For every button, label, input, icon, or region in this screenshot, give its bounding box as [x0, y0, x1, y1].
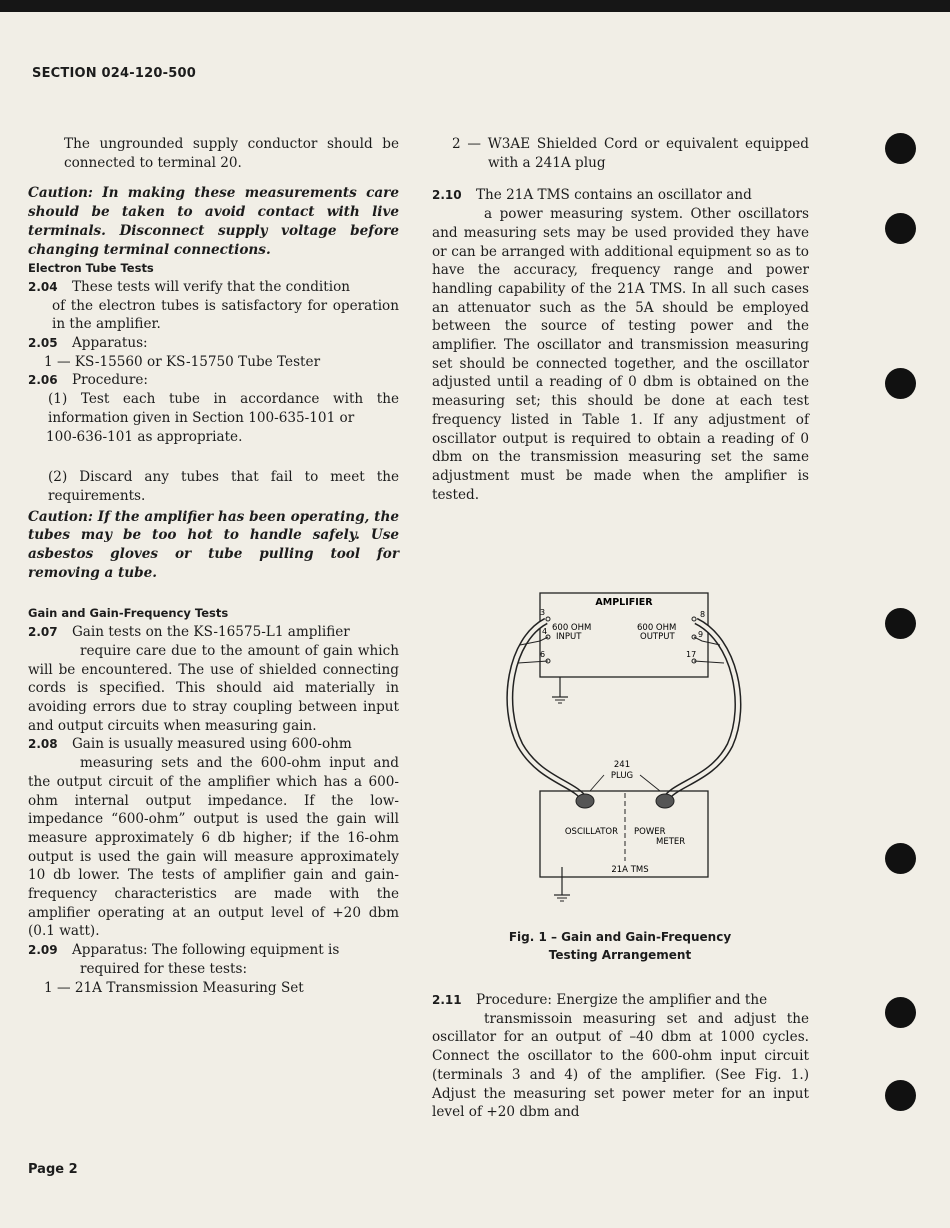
procedure-step-1-continued: 100-636-101 as appropriate.: [46, 428, 243, 445]
tms-label: 21A TMS: [611, 865, 649, 875]
output-label-ohm: 600 OHM: [637, 623, 677, 633]
punch-hole: [885, 213, 916, 244]
power-label: POWER: [634, 827, 666, 837]
heading-electron-tube-tests: Electron Tube Tests: [28, 261, 154, 276]
test-arrangement-schematic: [480, 585, 770, 915]
terminal-6-label: 6: [540, 650, 546, 659]
plug-label: PLUG: [610, 771, 634, 781]
figure-caption-line-2: Testing Arrangement: [548, 948, 692, 962]
plug-number-label: 241: [613, 760, 631, 770]
caution-hot-tubes: Caution: If the amplifier has been operating, the tubes may be too hot to handle safely. Use asbestos gloves or tube pulling tool for removing a tube.: [28, 508, 399, 581]
paragraph-2-09: [28, 941, 399, 978]
para-text: The 21A TMS contains an oscillator and: [475, 187, 752, 204]
section-header: SECTION 024-120-500: [32, 66, 196, 81]
punch-hole: [885, 843, 916, 874]
oscillator-jack: [576, 794, 594, 808]
paragraph-2-04: [28, 278, 399, 334]
terminal-8-label: 8: [700, 610, 706, 619]
para-number: 2.05: [28, 336, 58, 351]
para-text-continued: measuring sets and the 600-ohm input and the output circuit of the amplifier which has a 600-ohm internal output impedance. If the low-impedance “600-ohm” output is used the gain will measure approximately 6 db higher; if the 16-ohm output is used the gain will measure approximately 10 db lower. The tests of amplifier gain and gain-frequency characteristics are made with the amplifier operating at an output level of +20 dbm (0.1 watt).: [28, 755, 399, 940]
intro-paragraph: The ungrounded supply conductor should be connected to terminal 20.: [64, 136, 399, 171]
input-label: INPUT: [556, 632, 582, 642]
para-number: 2.07: [28, 625, 58, 640]
caution-live-terminals: Caution: In making these measurements care should be taken to avoid contact with live terminals. Disconnect supply voltage before changing terminal connections.: [28, 185, 399, 258]
figure-1-diagram: [480, 585, 770, 915]
terminal-9-label: 9: [698, 630, 704, 639]
paragraph-2-10: [432, 186, 809, 504]
meter-label: METER: [656, 837, 686, 847]
para-number: 2.04: [28, 279, 58, 294]
figure-caption: [470, 928, 770, 964]
oscillator-label: OSCILLATOR: [564, 827, 618, 837]
para-text-continued: of the electron tubes is satisfactory for operation in the amplifier.: [52, 297, 399, 333]
figure-caption-line-1: Fig. 1 – Gain and Gain-Frequency: [508, 930, 732, 944]
para-text-continued: required for these tests:: [80, 960, 248, 977]
terminal-4-label: 4: [542, 627, 548, 636]
para-text-continued: transmissoin measuring set and adjust the oscillator for an output of –40 dbm at 1000 cycles. Connect the oscillator to the 600-ohm input circuit (terminals 3 and 4) of the amplifier. (See Fig. 1.) Adjust the measuring set power meter for an input level of +20 dbm and: [432, 1010, 809, 1121]
procedure-step-2: (2) Discard any tubes that fail to meet the requirements.: [48, 469, 399, 504]
para-number: 2.06: [28, 373, 58, 388]
paragraph-2-11: [432, 991, 809, 1122]
procedure-step-1: (1) Test each tube in accordance with the information given in Section 100-635-101 or: [48, 391, 399, 426]
para-number: 2.09: [28, 943, 58, 958]
punch-hole: [885, 133, 916, 164]
para-text: Gain tests on the KS-16575-L1 amplifier: [71, 624, 350, 641]
input-label-ohm: 600 OHM: [552, 623, 592, 633]
para-text: Gain is usually measured using 600-ohm: [71, 736, 352, 753]
paragraph-2-07: [28, 623, 399, 735]
punch-hole: [885, 997, 916, 1028]
para-text: Apparatus:: [71, 335, 148, 352]
para-text: Procedure:: [71, 372, 149, 389]
right-column: [432, 135, 809, 504]
paragraph-2-06: [28, 371, 399, 390]
output-label: OUTPUT: [640, 632, 675, 642]
apparatus-item-tube-tester: 1 — KS-15560 or KS-15750 Tube Tester: [44, 353, 321, 370]
para-text-continued: a power measuring system. Other oscillators and measuring sets may be used provided they have or can be arranged with additional equipment so as to have the accuracy, frequency range and power handling capability of the 21A TMS. In all such cases an attenuator such as the 5A should be employed between the source of testing power and the amplifier. The oscillator and transmission measuring set should be connected together, and the oscillator adjusted until a reading of 0 dbm is obtained on the measuring set; this should be done at each test frequency listed in Table 1. If any adjustment of oscillator output is required to obtain a reading of 0 dbm on the transmission measuring set the same adjustment must be made when the amplifier is tested.: [432, 206, 809, 503]
para-text: Apparatus: The following equipment is: [71, 942, 340, 959]
heading-gain-tests: Gain and Gain-Frequency Tests: [28, 606, 229, 621]
punch-hole: [885, 368, 916, 399]
para-text: Procedure: Energize the amplifier and the: [475, 992, 768, 1008]
para-number: 2.10: [432, 188, 462, 203]
paragraph-2-05: [28, 334, 399, 353]
terminal-3-label: 3: [540, 608, 546, 617]
punch-hole: [885, 608, 916, 639]
terminal-17-label: 17: [686, 650, 697, 659]
para-text: These tests will verify that the condition: [71, 278, 351, 295]
para-text-continued: require care due to the amount of gain which will be encountered. The use of shielded connecting cords is specified. This should aid materially in avoiding errors due to stray coupling between input and output circuits when measuring gain.: [28, 642, 399, 734]
apparatus-item-21a-tms: 1 — 21A Transmission Measuring Set: [44, 979, 304, 996]
paragraph-2-08: [28, 735, 399, 941]
page-number: Page 2: [28, 1162, 78, 1177]
right-column-lower: [432, 991, 809, 1122]
apparatus-item-w3ae-cord: 2 — W3AE Shielded Cord or equivalent equipped with a 241A plug: [452, 136, 809, 171]
scan-border: [0, 0, 950, 12]
para-number: 2.08: [28, 737, 58, 752]
amplifier-label: AMPLIFIER: [595, 597, 653, 608]
left-column: [28, 135, 399, 997]
power-meter-jack: [656, 794, 674, 808]
punch-hole: [885, 1080, 916, 1111]
para-number: 2.11: [432, 993, 462, 1007]
